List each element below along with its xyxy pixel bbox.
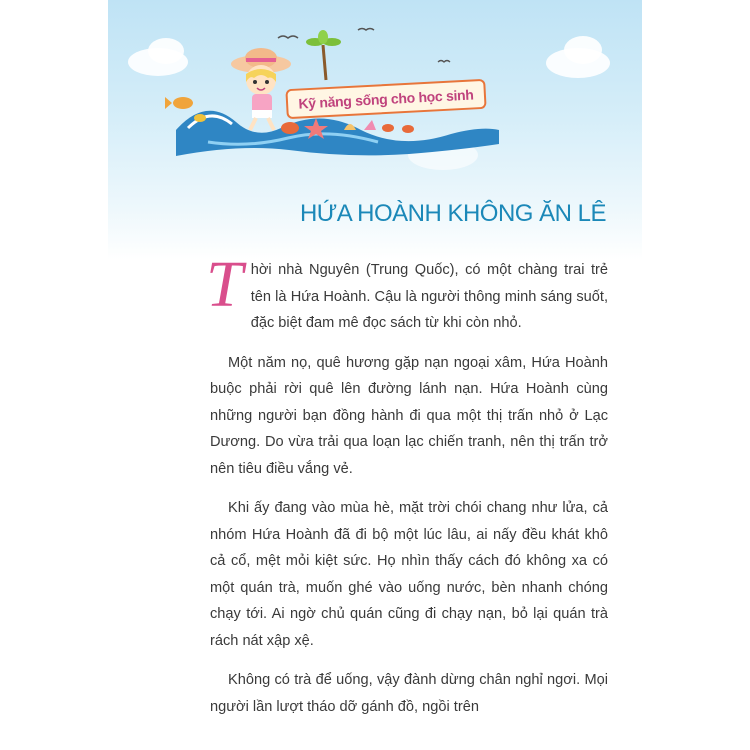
series-label: Kỹ năng sống cho học sinh [298, 86, 474, 112]
paragraph-1-text: hời nhà Nguyên (Trung Quốc), có một chàng trai trẻ tên là Hứa Hoành. Cậu là người thông minh sáng suốt, đặc biệt đam mê đọc sách từ khi còn nhỏ. [250, 262, 608, 331]
paragraph-3: Khi ấy đang vào mùa hè, mặt trời chói chang như lửa, cả nhóm Hứa Hoành đã đi bộ một lúc lâu, ai nấy đều khát khô cả cổ, mệt mỏi kiệt sức. Họ nhìn thấy cách đó không xa có một quán trà, muốn ghé vào uống nước, bèn nhanh chóng chạy tới. Ai ngờ chủ quán cũng đi chạy nạn, bỏ lại quán trà rách nát xập xệ. [210, 500, 608, 649]
paragraph-2: Một năm nọ, quê hương gặp nạn ngoại xâm, Hứa Hoành buộc phải rời quê lên đường lánh nạn. Hứa Hoành cùng những người bạn đồng hành đi qua một thị trấn nhỏ ở Lạc Dương. Do vừa trải qua loạn lạc chiến tranh, nên thị trấn trở nên tiêu điều vắng vẻ. [210, 354, 608, 477]
book-page [108, 0, 642, 750]
paragraph-1 [206, 248, 608, 337]
story-body [206, 248, 608, 733]
story-title: HỨA HOÀNH KHÔNG ĂN LÊ [299, 200, 606, 227]
paragraph-4: Không có trà để uống, vậy đành dừng chân nghỉ ngơi. Mọi người lần lượt tháo dỡ gánh đồ, ngồi trên [210, 672, 608, 715]
drop-cap: T [206, 248, 243, 321]
